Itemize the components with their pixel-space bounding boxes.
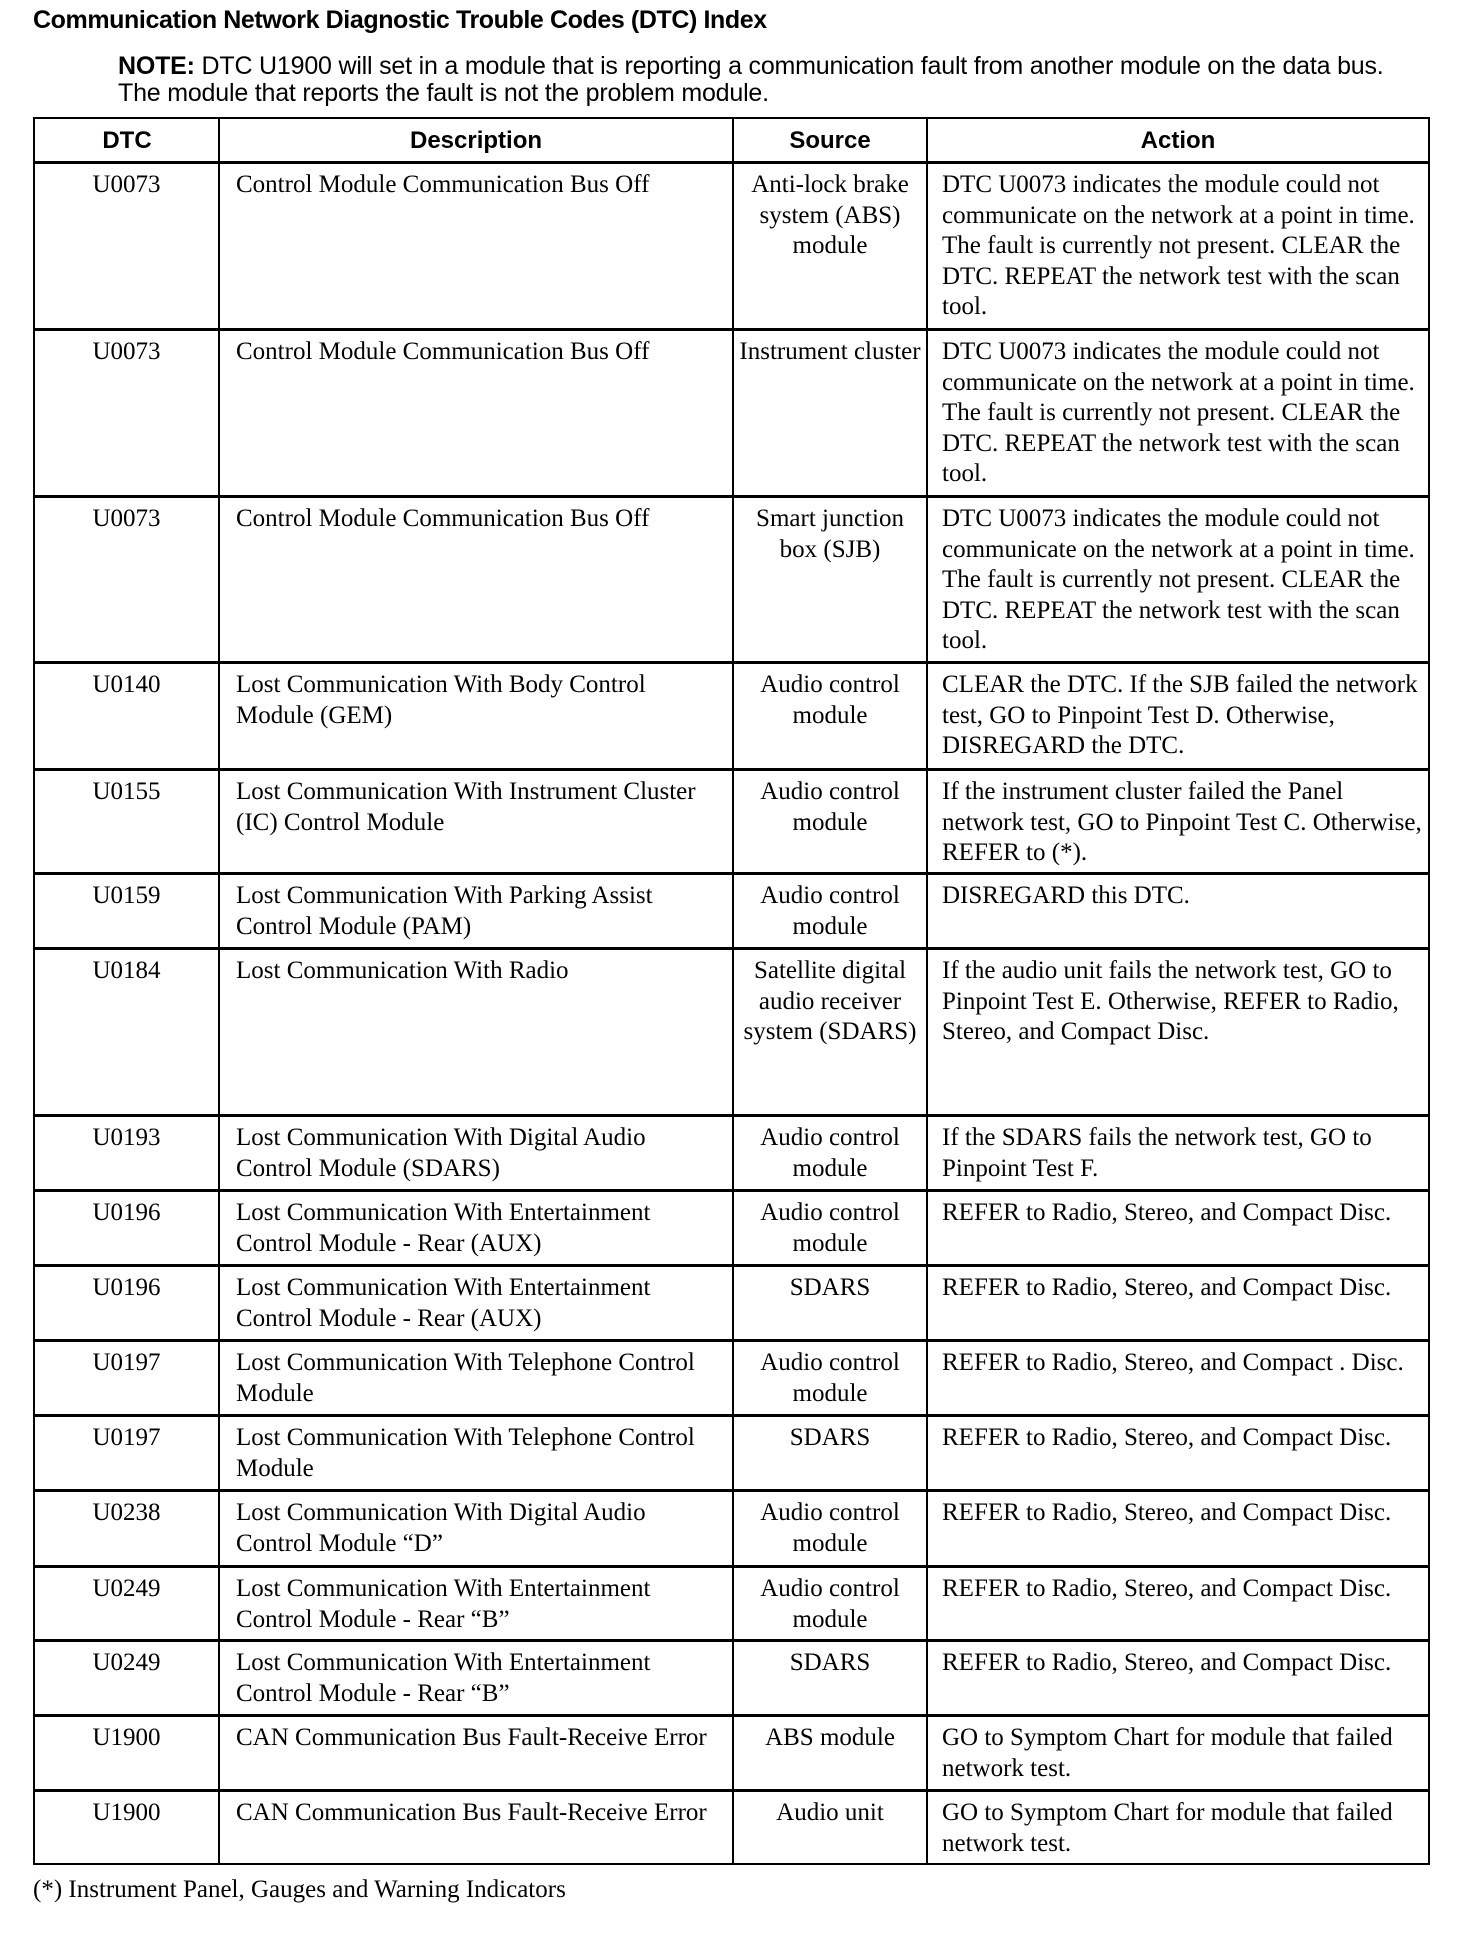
cell-description: Lost Communication With Digital Audio Control Module (SDARS) xyxy=(236,1124,646,1182)
cell-action: REFER to Radio, Stereo, and Compact Disc. xyxy=(942,1649,1392,1676)
cell-source: ABS module xyxy=(765,1724,895,1751)
cell-source: Audio control module xyxy=(760,671,900,729)
cell-source: Audio control module xyxy=(760,778,900,836)
cell-action: DISREGARD this DTC. xyxy=(942,882,1190,909)
page-title: Communication Network Diagnostic Trouble Codes (DTC) Index xyxy=(33,6,767,34)
cell-description: Lost Communication With Entertainment Control Module - Rear (AUX) xyxy=(236,1274,651,1332)
cell-dtc: U0196 xyxy=(92,1274,161,1301)
cell-action: DTC U0073 indicates the module could not communicate on the network at a point in time. The fault is currently not present. CLEAR the DTC. REPEAT the network test with the scan tool. xyxy=(942,505,1415,654)
cell-action: GO to Symptom Chart for module that failed network test. xyxy=(942,1724,1393,1782)
note xyxy=(118,53,1418,107)
cell-description: Lost Communication With Parking Assist Control Module (PAM) xyxy=(236,882,653,940)
cell-dtc: U0140 xyxy=(92,671,161,698)
cell-action: CLEAR the DTC. If the SJB failed the network test, GO to Pinpoint Test D. Otherwise, DISREGARD the DTC. xyxy=(942,671,1418,759)
cell-dtc: U0197 xyxy=(92,1349,161,1376)
cell-source: Anti-lock brake system (ABS) module xyxy=(751,171,909,259)
cell-action: DTC U0073 indicates the module could not communicate on the network at a point in time. The fault is currently not present. CLEAR the DTC. REPEAT the network test with the scan tool. xyxy=(942,338,1415,487)
cell-source: Audio control module xyxy=(760,1199,900,1257)
cell-dtc: U0184 xyxy=(92,957,161,984)
cell-description: CAN Communication Bus Fault-Receive Error xyxy=(236,1799,707,1826)
cell-action: REFER to Radio, Stereo, and Compact Disc. xyxy=(942,1199,1392,1226)
cell-description: Lost Communication With Entertainment Control Module - Rear (AUX) xyxy=(236,1199,651,1257)
cell-dtc: U1900 xyxy=(92,1799,161,1826)
cell-dtc: U0238 xyxy=(92,1499,161,1526)
cell-action: REFER to Radio, Stereo, and Compact Disc. xyxy=(942,1424,1392,1451)
note-text: DTC U1900 will set in a module that is reporting a communication fault from another module on the data bus. The module that reports the fault is not the problem module. xyxy=(118,52,1384,107)
header-source: Source xyxy=(789,127,871,154)
cell-source: Audio control module xyxy=(760,1349,900,1407)
header-description: Description xyxy=(409,127,543,154)
cell-source: SDARS xyxy=(789,1649,871,1676)
cell-source: Audio control module xyxy=(760,1575,900,1633)
cell-description: Control Module Communication Bus Off xyxy=(236,505,650,532)
cell-description: Lost Communication With Entertainment Control Module - Rear “B” xyxy=(236,1649,651,1707)
cell-description: Control Module Communication Bus Off xyxy=(236,171,650,198)
cell-description: CAN Communication Bus Fault-Receive Error xyxy=(236,1724,707,1751)
cell-description: Lost Communication With Telephone Control Module xyxy=(236,1349,695,1407)
note-label: NOTE: xyxy=(118,52,195,80)
cell-action: GO to Symptom Chart for module that failed network test. xyxy=(942,1799,1393,1857)
cell-action: If the audio unit fails the network test, GO to Pinpoint Test E. Otherwise, REFER to Radio, Stereo, and Compact Disc. xyxy=(942,957,1399,1045)
cell-action: DTC U0073 indicates the module could not communicate on the network at a point in time. The fault is currently not present. CLEAR the DTC. REPEAT the network test with the scan tool. xyxy=(942,171,1415,320)
cell-dtc: U0249 xyxy=(92,1575,161,1602)
cell-dtc: U0073 xyxy=(92,338,161,365)
cell-dtc: U0159 xyxy=(92,882,161,909)
cell-action: REFER to Radio, Stereo, and Compact Disc. xyxy=(942,1575,1392,1602)
cell-source: Audio control module xyxy=(760,1124,900,1182)
cell-dtc: U0073 xyxy=(92,171,161,198)
cell-source: Satellite digital audio receiver system (SDARS) xyxy=(743,957,917,1045)
cell-description: Lost Communication With Telephone Control Module xyxy=(236,1424,695,1482)
header-dtc: DTC xyxy=(102,127,152,154)
cell-source: Audio control module xyxy=(760,882,900,940)
cell-action: If the SDARS fails the network test, GO to Pinpoint Test F. xyxy=(942,1124,1372,1182)
cell-dtc: U0197 xyxy=(92,1424,161,1451)
cell-description: Lost Communication With Instrument Cluster (IC) Control Module xyxy=(236,778,696,836)
cell-action: REFER to Radio, Stereo, and Compact Disc. xyxy=(942,1499,1392,1526)
cell-dtc: U0196 xyxy=(92,1199,161,1226)
cell-source: Instrument cluster xyxy=(739,338,921,365)
cell-action: REFER to Radio, Stereo, and Compact Disc. xyxy=(942,1274,1392,1301)
cell-description: Lost Communication With Radio xyxy=(236,957,569,984)
cell-description: Lost Communication With Digital Audio Control Module “D” xyxy=(236,1499,646,1557)
header-action: Action xyxy=(1140,127,1216,154)
footnote: (*) Instrument Panel, Gauges and Warning Indicators xyxy=(33,1876,566,1903)
cell-dtc: U0249 xyxy=(92,1649,161,1676)
cell-source: SDARS xyxy=(789,1424,871,1451)
cell-source: Audio unit xyxy=(776,1799,884,1826)
cell-source: Smart junction box (SJB) xyxy=(756,505,904,563)
cell-action: REFER to Radio, Stereo, and Compact . Disc. xyxy=(942,1349,1404,1376)
cell-source: SDARS xyxy=(789,1274,871,1301)
cell-action: If the instrument cluster failed the Panel network test, GO to Pinpoint Test C. Otherwise, REFER to (*). xyxy=(942,778,1422,866)
cell-source: Audio control module xyxy=(760,1499,900,1557)
cell-dtc: U0155 xyxy=(92,778,161,805)
cell-description: Lost Communication With Entertainment Control Module - Rear “B” xyxy=(236,1575,651,1633)
cell-dtc: U0193 xyxy=(92,1124,161,1151)
dtc-table xyxy=(33,117,1430,1865)
cell-dtc: U0073 xyxy=(92,505,161,532)
cell-description: Control Module Communication Bus Off xyxy=(236,338,650,365)
cell-description: Lost Communication With Body Control Module (GEM) xyxy=(236,671,646,729)
cell-dtc: U1900 xyxy=(92,1724,161,1751)
